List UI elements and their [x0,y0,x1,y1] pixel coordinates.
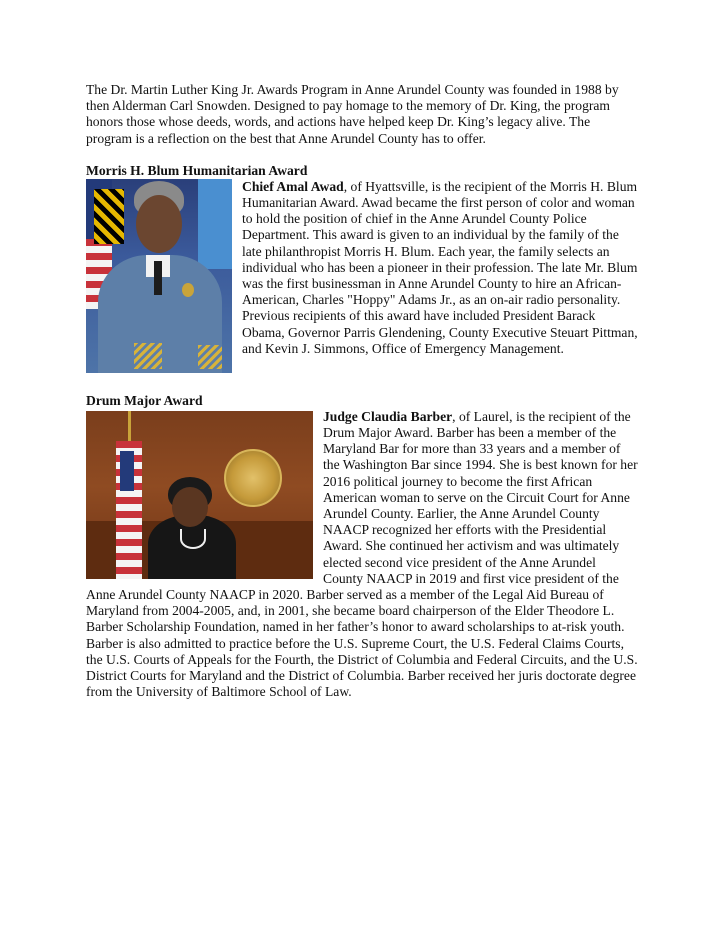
drum-major-award-body: , of Laurel, is the recipient of the Drum Major Award. Barber has been a member of the Maryland Bar for more than 33 years and a member of the Washington Bar since 1994. She is best known for her 2016 political journey to become the first African American woman to serve on the Circuit Court for Anne Arundel County. Earlier, the Anne Arundel County NAACP recognized her efforts with the Presidential Award. She continued her activism and was ultimately elected second vice president of the Anne Arundel County NAACP in 2019 and first vice president of the Anne Arundel County NAACP in 2020. Barber served as a member of the Legal Aid Bureau of Maryland from 2004-2005, and, in 2001, she became board chairperson of the Elder Theodore L. Barber Scholarship Foundation, named in her father’s honor to award scholarships to at-risk youth. Barber is also admitted to practice before the U.S. Supreme Court, the U.S. Federal Claims Courts, the U.S. Courts of Appeals for the Fourth, the District of Columbia and Federal Circuits, and the U.S. District Courts for Maryland and the District of Columbia. Barber received her juris doctorate degree from the University of Baltimore School of Law. [86,408,638,700]
maryland-flag [94,189,124,244]
drum-major-recipient-name: Judge Claudia Barber [323,408,453,424]
us-flag-union [120,451,134,491]
judge-claudia-barber-photo [86,411,313,579]
sleeve-stripes-right [198,345,222,369]
intro-paragraph: The Dr. Martin Luther King Jr. Awards Program in Anne Arundel County was founded in 1988 by then Alderman Carl Snowden. Designed to pay homage to the memory of Dr. King, the program honors those whose deeds, words, and actions have helped keep Dr. King’s legacy alive. The program is a reflection on the best that Anne Arundel County has to offer. [86,82,619,146]
blum-award-heading: Morris H. Blum Humanitarian Award [86,162,308,178]
necklace [180,529,206,549]
necktie [154,261,162,295]
document-page [86,82,638,700]
police-badge [182,283,194,297]
drum-major-award-section [86,393,638,701]
drum-major-award-heading: Drum Major Award [86,392,203,408]
court-seal [224,449,282,507]
county-flag [198,179,232,269]
face [136,195,182,253]
blum-award-body: , of Hyattsville, is the recipient of the Morris H. Blum Humanitarian Award. Awad became the first person of color and woman to hold the position of chief in the Anne Arundel County Police Department. This award is given to an individual by the family of the late philanthropist Morris H. Blum. Each year, the family selects an individual who has been a pioneer in their profession. The late Mr. Blum was the first businessman in Anne Arundel County to hire an African-American, Charles "Hoppy" Adams Jr., as an on-air radio personality. Previous recipients of this award have included President Barack Obama, Governor Parris Glendening, County Executive Steuart Pittman, and Kevin J. Simmons, Office of Emergency Management. [242,178,638,356]
chief-amal-awad-photo [86,179,232,373]
blum-award-section [86,163,638,379]
sleeve-stripes [134,343,162,369]
face [172,487,208,527]
blum-recipient-name: Chief Amal Awad [242,178,344,194]
